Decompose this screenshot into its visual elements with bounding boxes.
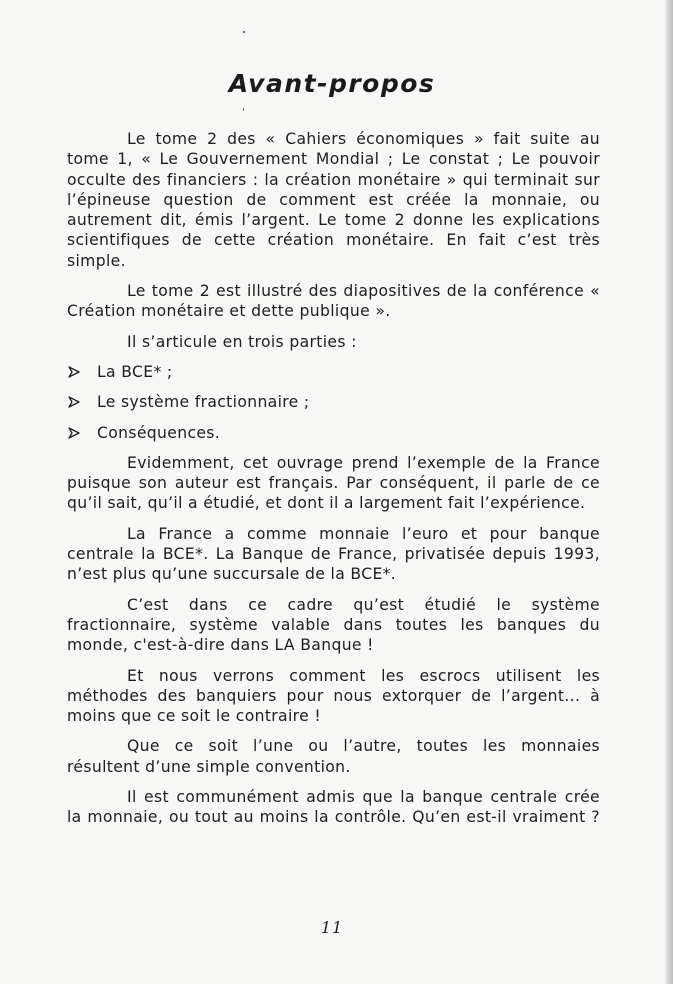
page-edge-shadow bbox=[664, 0, 673, 984]
paragraph: Le tome 2 est illustré des diapositives de la conférence « Création monétaire et dette publique ». bbox=[67, 282, 600, 321]
arrow-bullet-icon bbox=[68, 396, 80, 408]
list-item bbox=[67, 362, 600, 382]
page-title: Avant-propos bbox=[228, 69, 436, 98]
scan-speck bbox=[243, 31, 245, 33]
paragraph: Le tome 2 des « Cahiers économiques » fait suite au tome 1, « Le Gouvernement Mondial ; Le constat ; Le pouvoir occulte des financiers : la création monétaire » qui terminait sur l’épineuse question de comment est créée la monnaie, ou autrement dit, émis l’argent. Le tome 2 donne les explications scientifiques de cette création monétaire. En fait c’est très simple. bbox=[67, 130, 600, 270]
list-item-label: Le système fractionnaire ; bbox=[97, 393, 310, 412]
paragraph: Que ce soit l’une ou l’autre, toutes les monnaies résultent d’une simple convention. bbox=[67, 737, 600, 776]
paragraph: La France a comme monnaie l’euro et pour banque centrale la BCE*. La Banque de France, privatisée depuis 1993, n’est plus qu’une succursale de la BCE*. bbox=[67, 524, 600, 584]
page-number: 11 bbox=[320, 918, 344, 937]
scan-speck bbox=[243, 108, 244, 111]
paragraph: Il s’articule en trois parties : bbox=[127, 332, 357, 351]
page-body bbox=[67, 129, 600, 828]
arrow-bullet-icon bbox=[68, 427, 80, 439]
bullet-list bbox=[67, 362, 600, 443]
paragraph: Et nous verrons comment les escrocs utilisent les méthodes des banquiers pour nous extorquer de l’argent... à moins que ce soit le contraire ! bbox=[67, 666, 600, 726]
paragraph: Il est communément admis que la banque centrale crée la monnaie, ou tout au moins la contrôle. Qu’en est-il vraiment ? bbox=[67, 788, 600, 827]
list-item bbox=[67, 423, 600, 443]
paragraph: C’est dans ce cadre qu’est étudié le système fractionnaire, système valable dans toutes les banques du monde, c'est-à-dire dans LA Banque ! bbox=[67, 595, 600, 655]
list-item bbox=[67, 392, 600, 412]
paragraph: Evidemment, cet ouvrage prend l’exemple de la France puisque son auteur est français. Par conséquent, il parle de ce qu’il sait, qu’il a étudié, et dont il a largement fait l’expérience. bbox=[67, 453, 600, 513]
arrow-bullet-icon bbox=[68, 366, 80, 378]
list-item-label: La BCE* ; bbox=[97, 362, 173, 381]
list-item-label: Conséquences. bbox=[97, 423, 221, 442]
